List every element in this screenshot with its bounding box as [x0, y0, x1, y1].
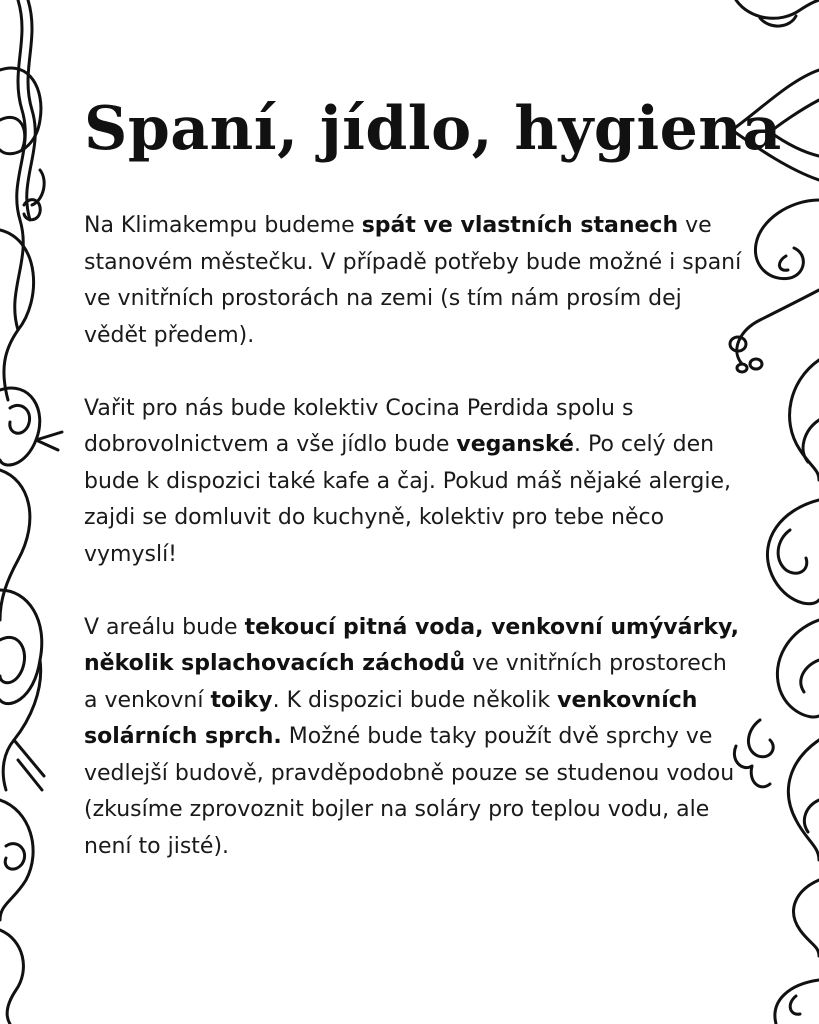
- body-text: [84, 208, 744, 902]
- emphasis-facilities: tekoucí pitná voda, venkovní umývárky, několik splachovacích záchodů: [84, 614, 739, 676]
- paragraph-hygiene: [84, 610, 744, 866]
- emphasis-tents: spát ve vlastních stanech: [361, 213, 679, 238]
- text-segment: Na Klimakempu budeme: [84, 213, 362, 238]
- text-segment: Možné bude taky použít dvě sprchy ve vedlejší budově, pravděpodobně pouze se studenou vodou (zkusíme zprovoznit bojler na soláry pro teplou vodu, ale není to jisté).: [84, 724, 735, 859]
- paragraph-sleeping: [84, 208, 744, 354]
- text-segment: . K dispozici bude několik: [272, 687, 558, 713]
- left-vine: [0, 0, 62, 1024]
- text-segment: Vařit pro nás bude kolektiv Cocina Perdida spolu s dobrovolnictvem a vše jídlo bude: [84, 395, 634, 457]
- text-segment: V areálu bude: [84, 614, 245, 640]
- text-segment: . Po celý den bude k dispozici také kafe a čaj. Pokud máš nějaké alergie, zajdi se domluvit do kuchyně, kolektiv pro tebe něco vymyslí!: [84, 432, 732, 567]
- page-title: Spaní, jídlo, hygiena: [84, 94, 782, 164]
- emphasis-vegan: veganské: [456, 432, 574, 457]
- paragraph-food: [84, 391, 744, 574]
- text-segment: ve vnitřních prostorech a venkovní: [84, 651, 727, 713]
- emphasis-toiky: toiky: [210, 687, 273, 713]
- emphasis-showers: venkovních solárních sprch.: [84, 687, 698, 749]
- text-segment: ve stanovém městečku. V případě potřeby bude možné i spaní ve vnitřních prostorách na zemi (s tím nám prosím dej vědět předem).: [84, 213, 742, 348]
